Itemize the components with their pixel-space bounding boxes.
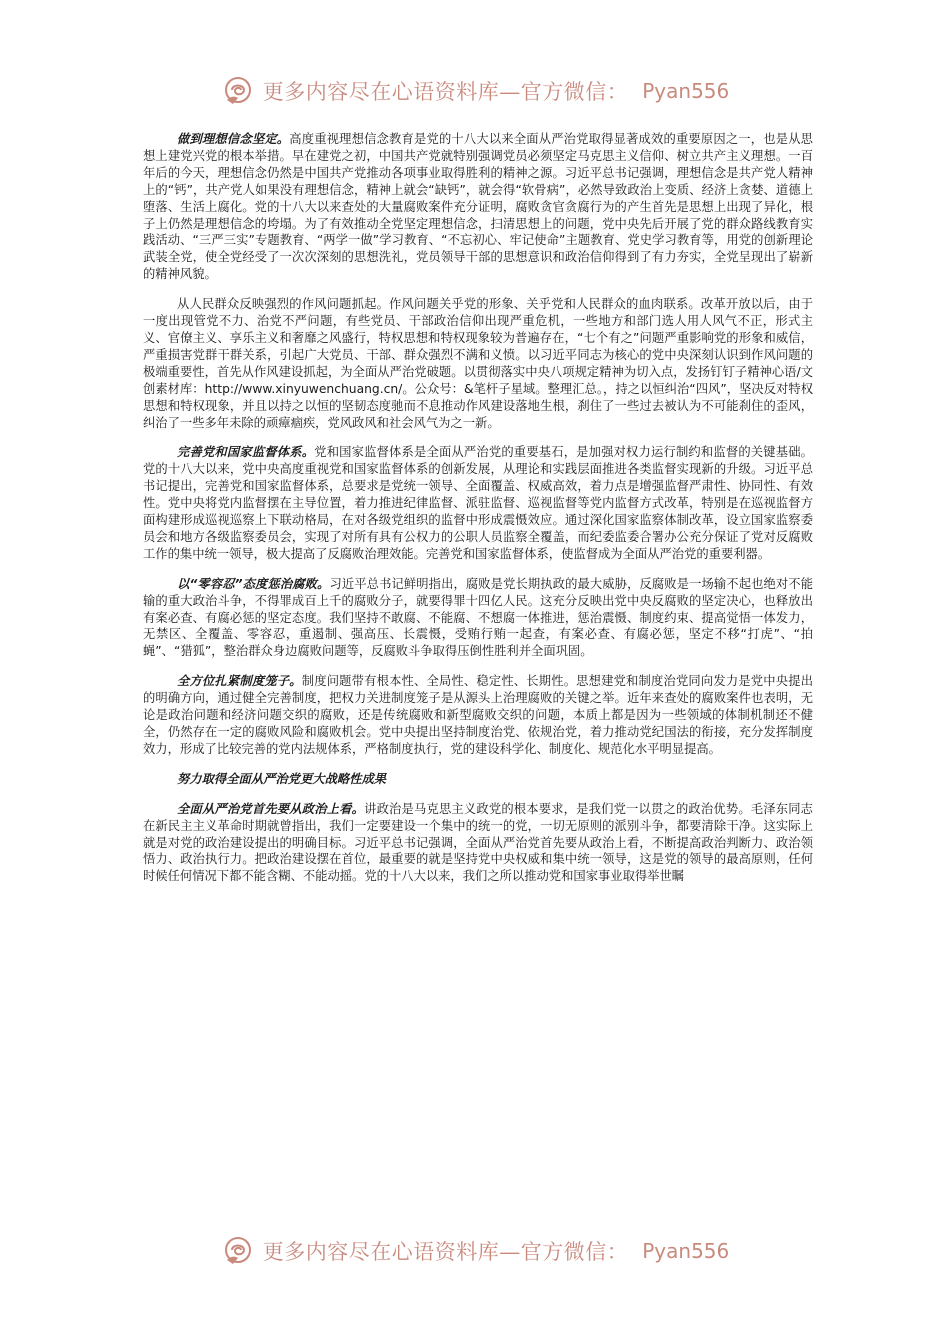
paragraph-lead: 全面从严治党首先要从政治上看。 [177, 801, 365, 816]
header-watermark [0, 74, 950, 108]
paragraph-work-style [143, 296, 813, 431]
rose-logo-icon [221, 1234, 255, 1268]
paragraph-lead: 完善党和国家监督体系。 [177, 445, 315, 460]
paragraph-supervision [143, 444, 813, 562]
rose-logo-icon [221, 74, 255, 108]
paragraph-lead: 做到理想信念坚定。 [177, 132, 290, 146]
watermark-id: Pyan556 [642, 79, 730, 103]
paragraph-text: 讲政治是马克思主义政党的根本要求，是我们党一以贯之的政治优势。毛泽东同志在新民主主义革命时期就曾指出，我们一定要建设一个集中的统一的党，一切无原则的派别斗争，都要清除干净。这实际上就是对党的政治建设提出的明确目标。习近平总书记强调，全面从严治党首先要从政治上看，不断提高政治判断力、政治领悟力、政治执行力。把政治建设摆在首位，最重要的就是坚持党中央权威和集中统一领导，这是党的领导的最高原则，任何时候任何情况下都不能含糊、不能动摇。党的十八大以来，我们之所以推动党和国家事业取得举世瞩 [143, 801, 813, 884]
paragraph-lead: 以“零容忍”态度惩治腐败。 [177, 576, 330, 591]
footer-watermark [0, 1234, 950, 1268]
paragraph-text: 党和国家监督体系是全面从严治党的重要基石，是加强对权力运行制约和监督的关键基础。党的十八大以来，党中央高度重视党和国家监督体系的创新发展，从理论和实践层面推进各类监督实现新的升级。习近平总书记提出，完善党和国家监督体系，总要求是党统一领导、全面覆盖、权威高效，着力点是增强监督严肃性、协同性、有效性。党中央将党内监督摆在主导位置，着力推进纪律监督、派驻监督、巡视监督等党内监督方式改革，特别是在巡视监督方面构建形成巡视巡察上下联动格局，在对各级党组织的监督中形成震慑效应。通过深化国家监察体制改革，设立国家监察委员会和地方各级监察委员会，实现了对所有具有公权力的公职人员监察全覆盖，而纪委监委合署办公充分保证了党对反腐败工作的集中统一领导，极大提高了反腐败治理效能。完善党和国家监督体系，使监督成为全面从严治党的重要利器。 [143, 445, 813, 561]
document-body [143, 131, 813, 898]
paragraph-text: 高度重视理想信念教育是党的十八大以来全面从严治党取得显著成效的重要原因之一，也是从思想上建党兴党的根本举措。早在建党之初，中国共产党就特别强调党员必须坚定马克思主义信仰、树立共产主义理想。一百年后的今天，理想信念仍然是中国共产党推动各项事业取得胜利的精神之源。习近平总书记强调，理想信念是共产党人精神上的“钙”，共产党人如果没有理想信念，精神上就会“缺钙”，就会得“软骨病”，必然导致政治上变质、经济上贪婪、道德上堕落、生活上腐化。党的十八大以来查处的大量腐败案件充分证明，腐败贪官贪腐行为的产生首先是思想上出现了异化，根子上仍然是理想信念的垮塌。为了有效推动全党坚定理想信念，扫清思想上的问题，党中央先后开展了党的群众路线教育实践活动、“三严三实”专题教育、“两学一做”学习教育、“不忘初心、牢记使命”主题教育、党史学习教育等，用党的创新理论武装全党，使全党经受了一次次深刻的思想洗礼，党员领导干部的思想意识和政治信仰得到了有力夯实，全党呈现出了崭新的精神风貌。 [143, 132, 813, 282]
paragraph-text: 从人民群众反映强烈的作风问题抓起。作风问题关乎党的形象、关乎党和人民群众的血肉联系。改革开放以后，由于一度出现管党不力、治党不严问题，有些党员、干部政治信仰出现严重危机，一些地方和部门选人用人风气不正，形式主义、官僚主义、享乐主义和奢靡之风盛行，特权思想和特权现象较为普遍存在，“七个有之”问题严重影响党的形象和威信，严重损害党群干群关系，引起广大党员、干部、群众强烈不满和义愤。以习近平同志为核心的党中央深刻认识到作风问题的极端重要性，首先从作风建设抓起，为全面从严治党破题。以贯彻落实中央八项规定精神为切入点，发扬钉钉子精神心语/文创素材库：http://www.xinyuwenchuang.cn/。公众号：&笔杆子星域。整理汇总。，持之以恒纠治“四风”，坚决反对特权思想和特权现象，并且以持之以恒的坚韧态度驰而不息推动作风建设落地生根，刹住了一些过去被认为不可能刹住的歪风，纠治了一些多年未除的顽瘴痼疾，党风政风和社会风气为之一新。 [143, 297, 813, 430]
paragraph-politics [143, 801, 813, 886]
paragraph-ideals [143, 131, 813, 283]
watermark-id: Pyan556 [642, 1239, 730, 1263]
paragraph-institutions [143, 673, 813, 758]
section-heading: 努力取得全面从严治党更大战略性成果 [177, 771, 387, 786]
paragraph-lead: 全方位扎紧制度笼子。 [177, 674, 302, 689]
watermark-text: 更多内容尽在心语资料库—官方微信： [262, 80, 629, 104]
watermark-text: 更多内容尽在心语资料库—官方微信： [262, 1240, 629, 1264]
paragraph-text: 习近平总书记鲜明指出，腐败是党长期执政的最大威胁，反腐败是一场输不起也绝对不能输的重大政治斗争，不得罪成百上千的腐败分子，就要得罪十四亿人民。这充分反映出党中央反腐败的坚定决心，也释放出有案必查、有腐必惩的坚定态度。我们坚持不敢腐、不能腐、不想腐一体推进，惩治震慑、制度约束、提高觉悟一体发力，无禁区、全覆盖、零容忍，重遏制、强高压、长震慑，受贿行贿一起查，有案必查、有腐必惩，坚定不移“打虎”、“拍蝇”、“猎狐”，整治群众身边腐败问题等，反腐败斗争取得压倒性胜利并全面巩固。 [143, 576, 813, 659]
paragraph-text: 制度问题带有根本性、全局性、稳定性、长期性。思想建党和制度治党同向发力是党中央提出的明确方向，通过健全完善制度，把权力关进制度笼子是从源头上治理腐败的关键之举。近年来查处的腐败案件也表明，无论是政治问题和经济问题交织的腐败，还是传统腐败和新型腐败交织的问题，本质上都是因为一些领域的体制机制还不健全，仍然存在一定的腐败风险和腐败机会。党中央提出坚持制度治党、依规治党，着力推动党纪国法的衔接，充分发挥制度效力，形成了比较完善的党内法规体系，严格制度执行，党的建设科学化、制度化、规范化水平明显提高。 [143, 674, 813, 756]
paragraph-zero-tolerance [143, 576, 813, 661]
